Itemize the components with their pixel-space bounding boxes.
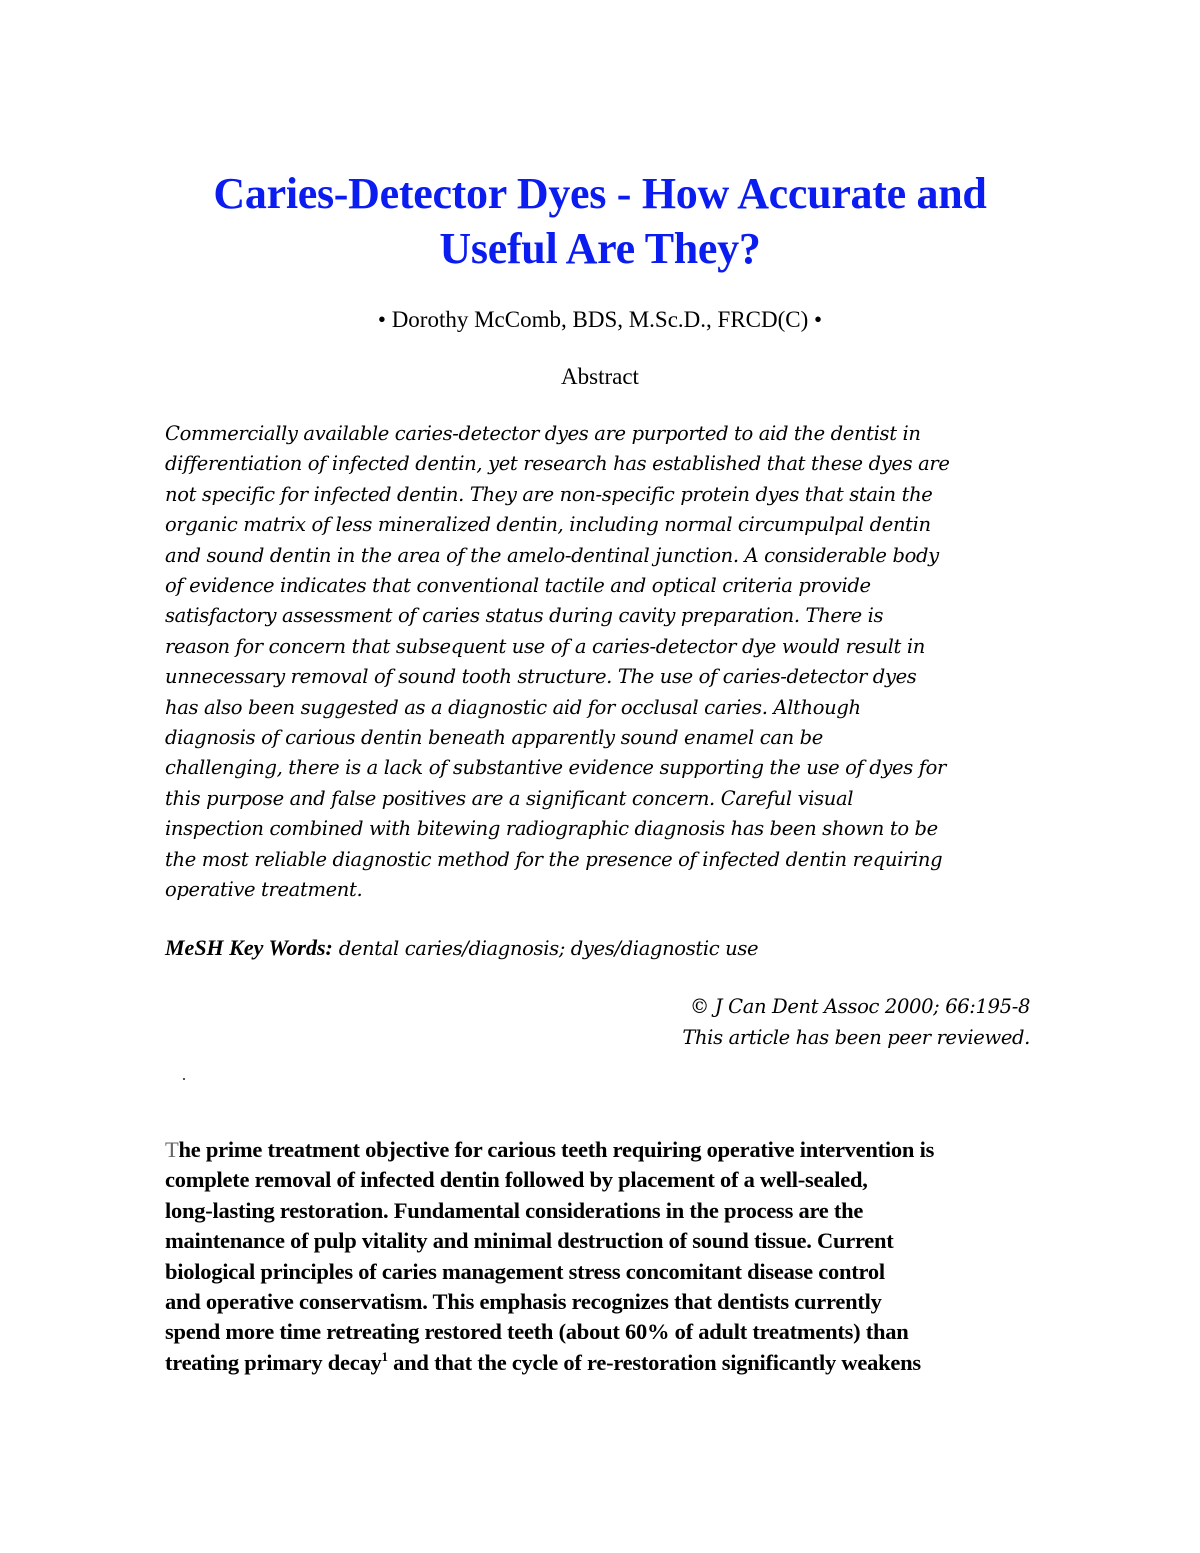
body-line-text: he prime treatment objective for carious teeth requiring operative intervention is <box>178 1137 935 1162</box>
body-line <box>165 1135 1045 1165</box>
mesh-terms: dental caries/diagnosis; dyes/diagnostic use <box>332 937 759 960</box>
abstract-line: diagnosis of carious dentin beneath apparently sound enamel can be <box>165 726 823 750</box>
author-byline: • Dorothy McComb, BDS, M.Sc.D., FRCD(C) • <box>377 307 823 332</box>
abstract-line: the most reliable diagnostic method for the presence of infected dentin requiring <box>165 847 943 871</box>
abstract-line: has also been suggested as a diagnostic aid for occlusal caries. Although <box>165 695 861 719</box>
abstract-line: organic matrix of less mineralized dentin, including normal circumpulpal dentin <box>165 513 931 537</box>
article-title <box>150 166 1050 276</box>
abstract-line: Commercially available caries-detector dyes are purported to aid the dentist in <box>165 422 921 445</box>
body-line: biological principles of caries management stress concomitant disease control <box>165 1258 885 1284</box>
abstract-heading: Abstract <box>561 364 639 389</box>
abstract-line: unnecessary removal of sound tooth structure. The use of caries-detector dyes <box>165 665 917 689</box>
abstract-line: this purpose and false positives are a significant concern. Careful visual <box>165 786 854 810</box>
abstract-line: reason for concern that subsequent use of a caries-detector dye would result in <box>165 634 925 658</box>
body-paragraph <box>165 1135 1045 1378</box>
body-line: maintenance of pulp vitality and minimal destruction of sound tissue. Current <box>165 1228 894 1254</box>
abstract-line: challenging, there is a lack of substantive evidence supporting the use of dyes for <box>165 756 946 780</box>
abstract-line: of evidence indicates that conventional tactile and optical criteria provide <box>165 574 871 598</box>
body-line: complete removal of infected dentin followed by placement of a well-sealed, <box>165 1167 868 1193</box>
drop-cap: T <box>165 1137 179 1162</box>
article-title-line-1: Caries-Detector Dyes - How Accurate and <box>213 169 987 218</box>
reference-superscript[interactable]: 1 <box>381 1348 388 1364</box>
abstract-line: satisfactory assessment of caries status during cavity preparation. There is <box>165 604 884 628</box>
citation-block <box>430 991 1030 1053</box>
body-line: long-lasting restoration. Fundamental considerations in the process are the <box>165 1197 864 1223</box>
peer-review-note: This article has been peer reviewed. <box>682 1026 1030 1049</box>
journal-citation: © J Can Dent Assoc 2000; 66:195-8 <box>689 995 1030 1018</box>
stray-dot <box>183 1078 185 1080</box>
mesh-label: MeSH Key Words: <box>165 935 333 960</box>
mesh-keywords <box>165 933 1045 964</box>
abstract-line: inspection combined with bitewing radiographic diagnosis has been shown to be <box>165 817 938 841</box>
body-line-text: treating primary decay <box>165 1349 382 1375</box>
abstract-line: operative treatment. <box>165 878 363 902</box>
body-line <box>165 1348 1045 1378</box>
abstract-line: differentiation of infected dentin, yet research has established that these dyes are <box>165 452 950 476</box>
body-line: spend more time retreating restored teeth (about 60% of adult treatments) than <box>165 1319 909 1345</box>
abstract-body <box>165 419 1045 906</box>
body-line-text: and that the cycle of re-restoration significantly weakens <box>387 1349 921 1375</box>
body-line: and operative conservatism. This emphasis recognizes that dentists currently <box>165 1289 882 1315</box>
abstract-line: and sound dentin in the area of the amelo-dentinal junction. A considerable body <box>165 543 939 567</box>
article-title-line-2: Useful Are They? <box>439 224 761 273</box>
abstract-line: not specific for infected dentin. They are non-specific protein dyes that stain the <box>165 482 933 506</box>
